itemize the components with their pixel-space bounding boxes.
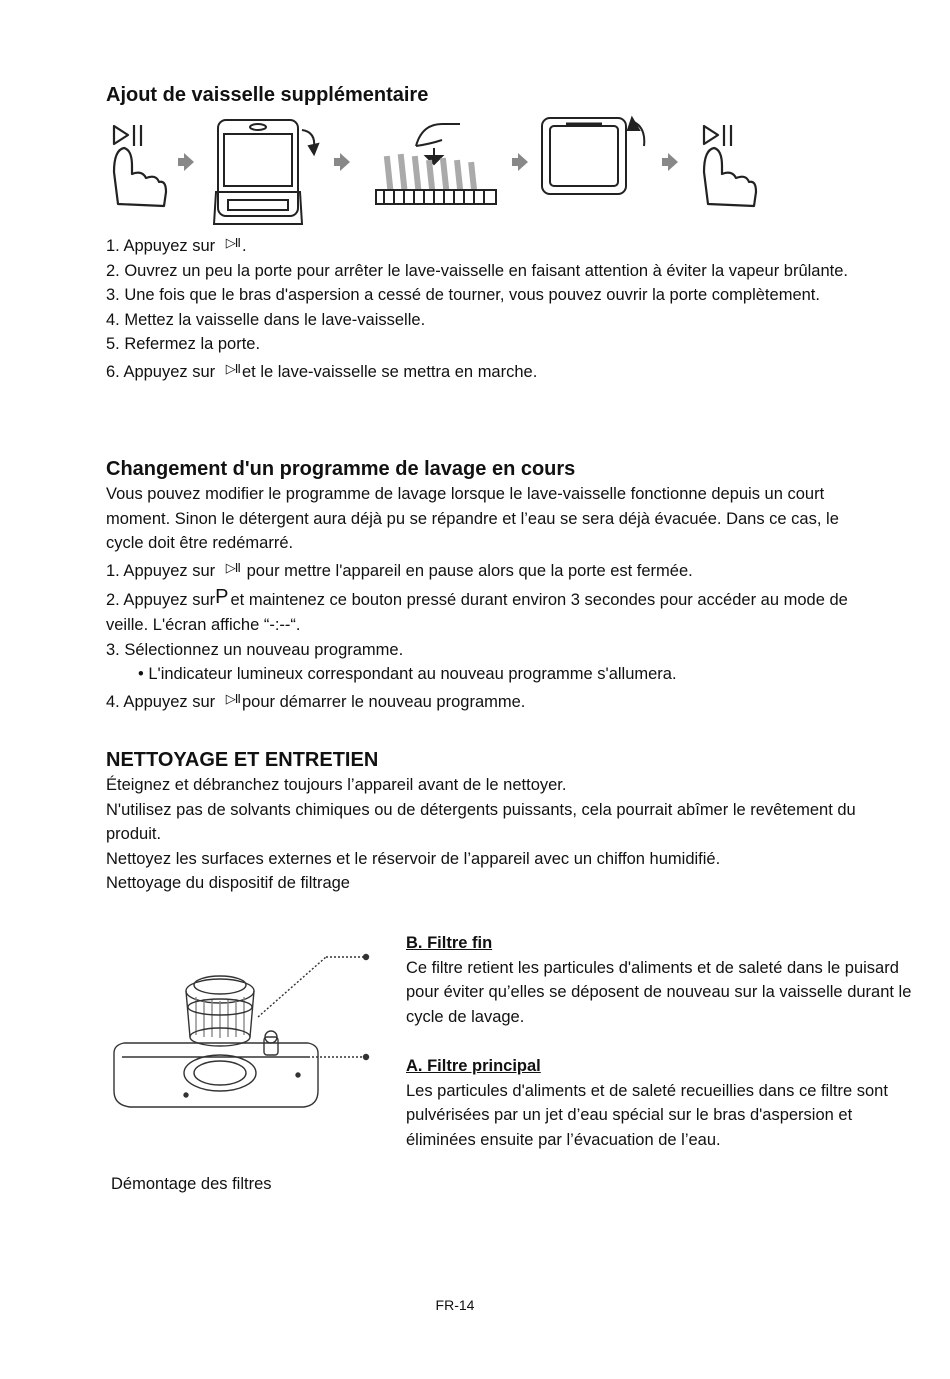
fine-filter-text: Ce filtre retient les particules d'aliments et de saleté dans le puisard pour éviter qu’elles se déposent de nouveau sur la vaisselle durant le cycle de lavage.	[406, 958, 912, 1026]
step-2: 2. Ouvrez un peu la porte pour arrêter le lave-vaisselle en faisant attention à éviter la vapeur brûlante.	[106, 261, 849, 280]
change-program-section	[106, 456, 866, 714]
change-program-intro: Vous pouvez modifier le programme de lavage lorsque le lave-vaisselle fonctionne depuis un court moment. Sinon le détergent aura déjà pu se répandre et l’eau se sera déjà évacuée. Dans ce cas, le cycle doit être redémarré.	[106, 485, 839, 553]
start-pause-icon: ▷II	[225, 360, 240, 376]
change-step-bullet	[106, 662, 866, 687]
step-text: 4. Appuyez sur	[106, 692, 216, 711]
step-5: 5. Refermez la porte.	[106, 335, 261, 354]
start-pause-icon: ▷II	[225, 559, 240, 575]
dishwasher-closed-icon	[542, 118, 644, 194]
cleaning-line-2: N'utilisez pas de solvants chimiques ou de détergents puissants, cela pourrait abîmer le revêtement du produit.	[106, 800, 856, 844]
filter-descriptions	[406, 931, 916, 1152]
start-pause-icon: ▷II	[225, 235, 240, 250]
change-step-4	[106, 687, 866, 715]
section-title-add-dishes: Ajout de vaisselle supplémentaire	[106, 84, 429, 106]
hand-press-icon	[704, 125, 756, 206]
step-text: 2. Appuyez sur	[106, 591, 216, 610]
step-6	[106, 357, 866, 385]
step-text-end: pour démarrer le nouveau programme.	[241, 692, 526, 711]
section-title-cleaning: NETTOYAGE ET ENTRETIEN	[106, 749, 379, 771]
main-filter-title: A. Filtre principal	[406, 1056, 541, 1075]
step-text: Appuyez sur	[123, 362, 216, 381]
step-number: 1.	[106, 237, 120, 255]
step-text-end: et le lave-vaisselle se mettra en marche.	[242, 362, 538, 381]
change-step-3: 3. Sélectionnez un nouveau programme.	[106, 640, 404, 659]
arrow-right-icon	[662, 153, 678, 171]
add-dishes-steps-figure	[104, 112, 764, 230]
spacer	[406, 1029, 916, 1054]
program-button-icon: P	[215, 586, 229, 609]
main-filter-text: Les particules d'aliments et de saleté recueillies dans ce filtre sont pulvérisées par un jet d’eau spécial sur le bras d'aspersion et éliminées ensuite par l’évacuation de l’eau.	[406, 1081, 888, 1149]
arrow-right-icon	[178, 153, 194, 171]
bullet-text: L'indicateur lumineux correspondant au nouveau programme s'allumera.	[148, 665, 677, 684]
arrow-right-icon	[512, 153, 528, 171]
fine-filter-title: B. Filtre fin	[406, 934, 493, 952]
dishwasher-open-icon	[214, 120, 318, 224]
arrow-right-icon	[334, 153, 350, 171]
page-number: FR-14	[435, 1297, 475, 1313]
step-number: 6.	[106, 362, 120, 381]
cleaning-line-1: Éteignez et débranchez toujours l’appareil avant de le nettoyer.	[106, 776, 567, 794]
dishes-rack-icon	[376, 124, 496, 204]
step-text-end: et maintenez ce bouton pressé durant environ 3 secondes pour accéder au mode de veille. L'écran affiche “-:--“.	[106, 591, 848, 634]
step-1	[106, 231, 866, 259]
step-3: 3. Une fois que le bras d'aspersion a cessé de tourner, vous pouvez ouvrir la porte complètement.	[106, 286, 820, 305]
filter-assembly-figure	[108, 945, 378, 1115]
cleaning-line-3: Nettoyez les surfaces externes et le réservoir de l’appareil avec un chiffon humidifié.	[106, 849, 721, 868]
cleaning-line-4: Nettoyage du dispositif de filtrage	[106, 874, 350, 893]
change-step-1	[106, 556, 866, 584]
change-step-2	[106, 585, 866, 637]
step-text: Appuyez sur	[123, 237, 216, 255]
step-4: 4. Mettez la vaisselle dans le lave-vaisselle.	[106, 310, 426, 329]
filter-caption: Démontage des filtres	[111, 1175, 272, 1193]
bullet-icon: •	[138, 665, 144, 684]
step-text: 1. Appuyez sur	[106, 561, 216, 580]
section-title-change-program: Changement d'un programme de lavage en cours	[106, 458, 576, 480]
step-text-end: .	[242, 237, 247, 255]
add-dishes-steps-list	[106, 231, 866, 385]
start-pause-icon: ▷II	[225, 690, 240, 706]
hand-press-icon	[114, 125, 166, 206]
cleaning-section	[106, 747, 866, 896]
step-text-end: pour mettre l'appareil en pause alors que la porte est fermée.	[246, 561, 693, 580]
